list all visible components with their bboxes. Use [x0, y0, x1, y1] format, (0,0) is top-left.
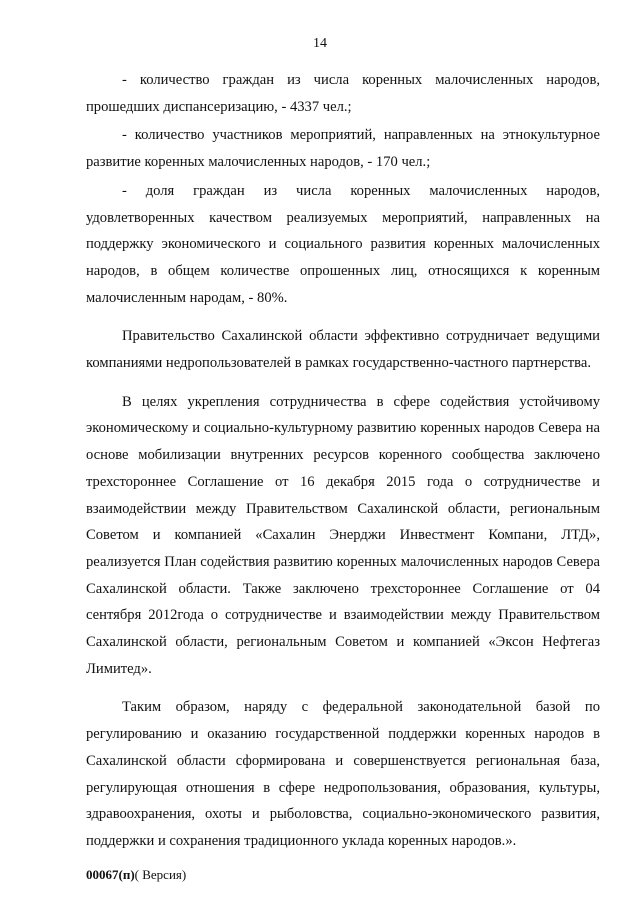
- paragraph-government-cooperation: Правительство Сахалинской области эффективно сотрудничает ведущими компаниями недропользователей в рамках государственно-частного партнерства.: [86, 328, 600, 372]
- paragraph-screening-count: - количество граждан из числа коренных малочисленных народов, прошедших диспансеризацию, - 4337 чел.;: [86, 72, 600, 115]
- paragraph-trilateral-agreements: В целях укрепления сотрудничества в сфере содействия устойчивому экономическому и социально-культурному развитию коренных народов Севера на основе мобилизации внутренних ресурсов коренного сообщества заключено трехстороннее Соглашение от 16 декабря 2015 года о сотрудничестве и взаимодействии между Правительством Сахалинской области, региональным Советом и компанией «Сахалин Энерджи Инвестмент Компани, ЛТД», реализуется План содействия развитию коренных малочисленных народов Севера Сахалинской области. Также заключено трехстороннее Соглашение от 04 сентября 2012года о сотрудничестве и взаимодействии между Правительством Сахалинской области, региональным Советом и компанией «Эксон Нефтегаз Лимитед».: [86, 393, 600, 677]
- page-number: 14: [313, 36, 327, 51]
- paragraph-conclusion: Таким образом, наряду с федеральной законодательной базой по регулированию и оказанию государственной поддержки коренных народов в Сахалинской области сформирована и совершенствуется региональная база, регулирующая отношения в сфере недропользования, образования, культуры, здравоохранения, охоты и рыболовства, социально-экономического развития, поддержки и сохранения традиционного уклада коренных народов.».: [86, 699, 600, 849]
- footer-version-label: ( Версия): [134, 867, 187, 882]
- footer-document-code: [86, 867, 186, 883]
- document-body: [86, 67, 600, 855]
- paragraph-satisfaction-share: - доля граждан из числа коренных малочисленных народов, удовлетворенных качеством реализуемых мероприятий, направленных на поддержку экономического и социального развития коренных малочисленных народов, в общем количестве опрошенных лиц, относящихся к коренным малочисленным народам, - 80%.: [86, 182, 600, 306]
- paragraph-ethnocultural-participants: - количество участников мероприятий, направленных на этнокультурное развитие коренных малочисленных народов, - 170 чел.;: [86, 127, 600, 171]
- footer-code: 00067(п): [86, 867, 135, 882]
